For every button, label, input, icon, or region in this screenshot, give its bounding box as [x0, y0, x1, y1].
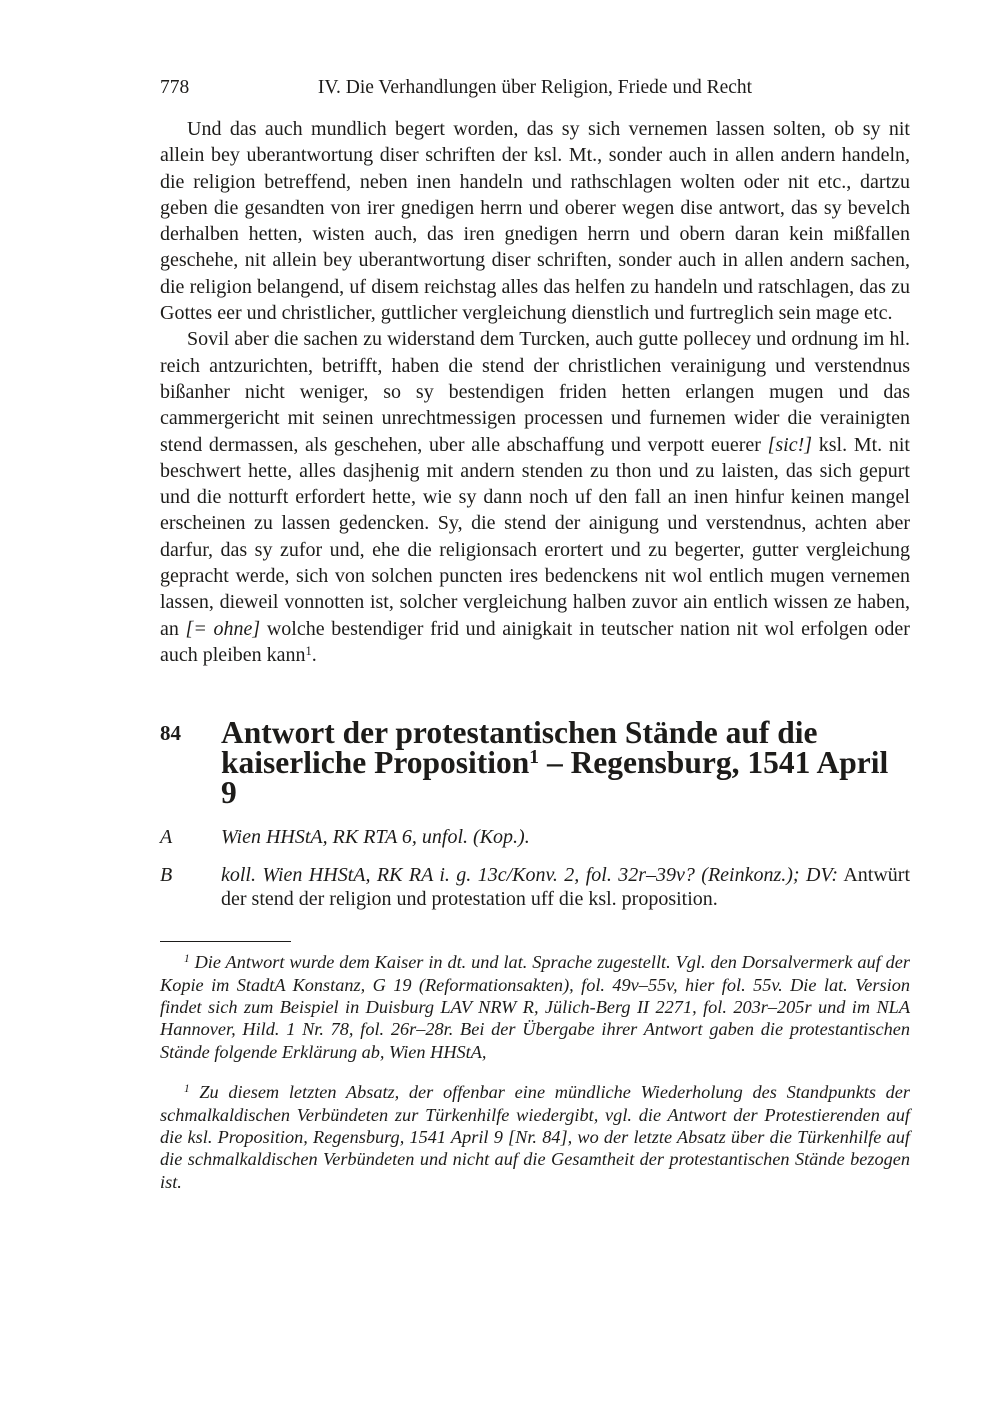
entry-heading: [160, 715, 910, 811]
footnote: [160, 951, 910, 1063]
footnote-groups: [160, 951, 910, 1193]
text-segment: – Regensburg, 1541 April 9: [221, 745, 889, 811]
source-citation: [221, 863, 910, 912]
footnote: [160, 1081, 910, 1193]
source-row: [160, 863, 910, 912]
footnote-number: 1: [184, 1083, 190, 1096]
text-segment: Die Antwort wurde dem Kaiser in dt. und lat. Sprache zugestellt. Vgl. den Dorsalvermerk auf der Kopie im StadtA Konstanz, G 19 (Reformationsakten), fol. 49v–55v, hier fol. 55v. Die lat. Version findet sich zum Beispiel in Duisburg LAV NRW R, Jülich-Berg II 2271, fol. 203r–205r und im NLA Hannover, Hild. 1 Nr. 78, fol. 26r–28r. Bei der Übergabe ihrer Antwort gaben die protestantischen Stände folgende Erklärung ab, Wien HHStA,: [160, 952, 910, 1062]
source-citation: [221, 825, 910, 849]
entry-title: [221, 715, 910, 811]
text-segment: ksl. Mt. nit beschwert hette, alles dasjhenig mit andern stenden zu thon und zu laisten, das sich gepurt und die notturft erfordert hette, wie sy dann noch uf den fall an inen hinfur keinen mangel erscheinen zu lassen gedencken. Sy, die stend der ainigung und verstendnus, achten aber darfur, das sy zufor und, ehe die religionsach erortert und zu begerter, gutter vergleichung gepracht werde, sich von solchen puncten ires bedenckens nit wol entlich mugen vernemen lassen, dieweil vonnotten ist, solcher vergleichung halben zuvor ain entlich wissen ze haben, an: [160, 433, 910, 640]
entry-sources: [160, 825, 910, 911]
document-entry: [160, 715, 911, 911]
source-siglum: A: [160, 826, 173, 849]
footnote-separator-rule: [160, 941, 291, 942]
footnote-group: [160, 951, 910, 1063]
text-segment: Zu diesem letzten Absatz, der offenbar eine mündliche Wiederholung des Standpunkts der schmalkaldischen Verbündeten zur Türkenhilfe wiedergibt, vgl. die Antwort der Protestierenden auf die ksl. Proposition, Regensburg, 1541 April 9 [Nr. 84], wo der letzte Absatz über die Türkenhilfe auf die schmalkaldischen Verbündeten und nicht auf die Gesamtheit der protestantischen Stände bezogen ist.: [160, 1082, 910, 1192]
body-paragraph: [160, 326, 910, 668]
source-siglum: B: [160, 863, 173, 886]
entry-number: 84: [160, 721, 181, 746]
footnote-marker-gap: [190, 1082, 200, 1102]
footnote-marker: 1: [529, 747, 540, 769]
text-segment: koll. Wien HHStA, RK RA i. g. 13c/Konv. 2, fol. 32r–39v? (Reinkonz.); DV:: [221, 863, 839, 886]
text-segment: [= ohne]: [185, 617, 261, 640]
text-segment: .: [311, 643, 317, 666]
text-segment: Sovil aber die sachen zu widerstand dem Turcken, auch gutte pollecey und ordnung im hl. reich antzurichten, betrifft, haben die stend der christlichen verainigung und verstendnus bißanher nicht weniger, so sy bestendigen friden hetten erlangen mugen und das cammergericht mit seinen unrechtmessigen processen und furnemen wider die verainigten stend dermassen, als geschehen, uber alle abschaffung und verpott euerer: [160, 328, 910, 456]
text-segment: [sic!]: [767, 433, 813, 456]
footnote-number: 1: [184, 953, 190, 966]
text-segment: Antwort der protestantischen Stände auf die kaiserliche Proposition: [221, 715, 818, 781]
page-header: [160, 76, 910, 100]
text-segment: Und das auch mundlich begert worden, das sy sich vernemen lassen solten, ob sy nit allein bey uberantwortung diser schriften der ksl. Mt., sonder auch in allen andern handeln, die religion betreffend, neben inen handeln und rathschlagen wolten oder nit etc., dartzu geben die gesandten von irer gnedigen herrn und oberer wegen dise antwort, das sy bevelch derhalben hetten, wisten auch, das iren gnedigen herrn und obern daran kein mißfallen geschehe, nit allein bey uberantwortung diser schriften, sonder auch in allen andern sachen, die religion belangend, uf disem reichstag alles das helfen zu handeln und ratschlagen, das zu Gottes eer und christlicher, guttlicher vergleichung dienstlich und furtreglich sein mage etc.: [160, 118, 910, 325]
body-paragraph: [160, 116, 910, 326]
text-segment: Antwürt der stend der religion und protestation uff die ksl. proposition.: [221, 863, 911, 910]
page-number: 778: [160, 77, 190, 98]
running-title: IV. Die Verhandlungen über Religion, Friede und Recht: [317, 77, 753, 98]
footnote-group: [160, 1081, 910, 1193]
text-segment: Wien HHStA, RK RTA 6, unfol. (Kop.).: [221, 826, 530, 849]
text-segment: wolche bestendiger frid und ainigkait in teutscher nation nit wol erfolgen oder auch pleiben kann: [160, 617, 910, 666]
footnotes-section: [160, 941, 910, 1193]
footnote-marker: 1: [305, 643, 312, 658]
main-text: [160, 116, 910, 668]
source-row: [160, 825, 910, 849]
